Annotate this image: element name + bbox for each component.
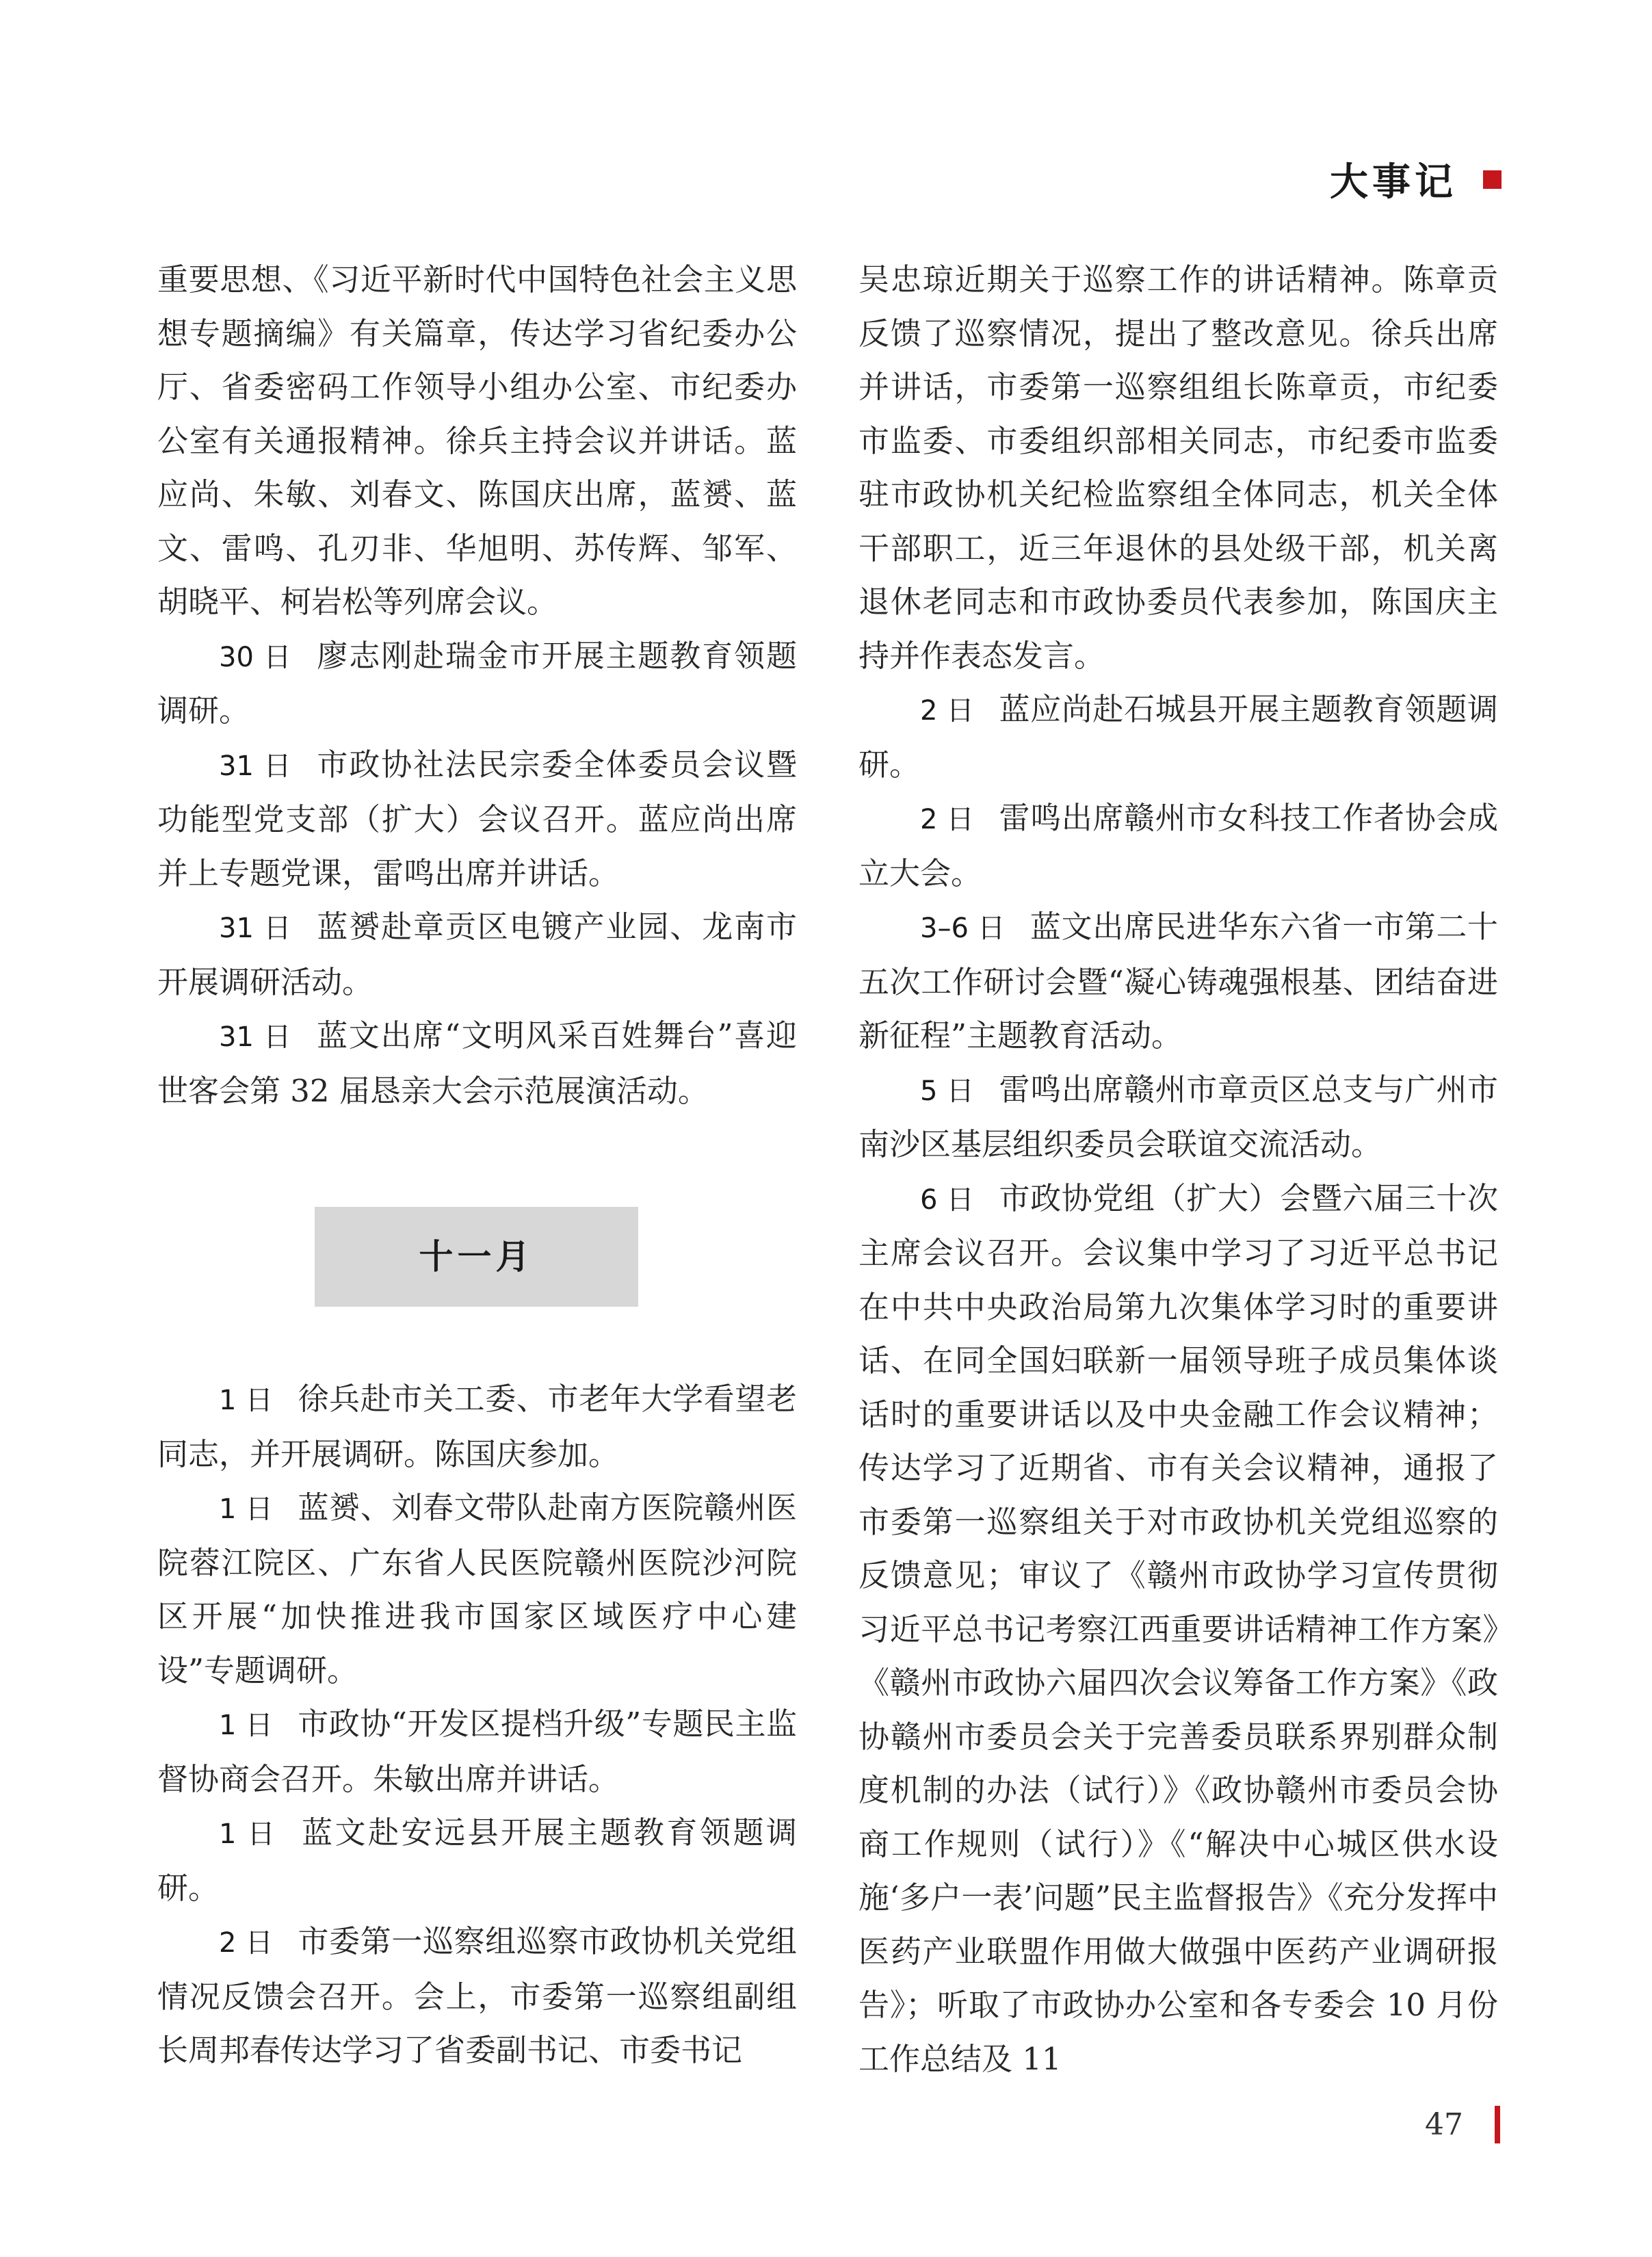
entry-text: 市政协“开发区提档升级”专题民主监督协商会召开。朱敏出席并讲话。 [157, 1706, 797, 1797]
month-heading-box [315, 1207, 638, 1307]
entry-text: 徐兵赴市关工委、市老年大学看望老同志，并开展调研。陈国庆参加。 [157, 1381, 797, 1472]
red-bar-marker [1495, 2106, 1500, 2143]
entry-paragraph [157, 1009, 797, 1118]
entry-text: 市政协党组（扩大）会暨六届三十次主席会议召开。会议集中学习了习近平总书记在中共中央政治局第九次集体学习时的重要讲话、在同全国妇联新一届领导班子成员集体谈话时的重要讲话以及中央金融工作会议精神；传达学习了近期省、市有关会议精神，通报了市委第一巡察组关于对市政协机关党组巡察的反馈意见；审议了《赣州市政协学习宣传贯彻习近平总书记考察江西重要讲话精神工作方案》《赣州市政协六届四次会议筹备工作方案》《政协赣州市委员会关于完善委员联系界别群众制度机制的办法（试行）》《政协赣州市委员会协商工作规则（试行）》《“解决中心城区供水设施‘多户一表’问题”民主监督报告》《充分发挥中医药产业联盟作用做大做强中医药产业调研报告》；听取了市政协办公室和各专委会 10 月份工作总结及 11 [858, 1179, 1498, 2077]
entry-date: 1 日 [219, 1710, 274, 1741]
entry-date: 5 日 [920, 1075, 975, 1107]
entry-text: 廖志刚赴瑞金市开展主题教育领题调研。 [157, 637, 797, 729]
entry-date: 3–6 日 [920, 913, 1006, 944]
entry-date: 31 日 [219, 1021, 293, 1053]
entry-date: 30 日 [219, 641, 293, 673]
entry-date: 2 日 [920, 804, 975, 835]
entry-text: 蓝赟、刘春文带队赴南方医院赣州医院蓉江院区、广东省人民医院赣州医院沙河院区开展“加快推进我市国家区域医疗中心建设”专题调研。 [157, 1489, 797, 1688]
entry-date: 1 日 [219, 1493, 274, 1525]
continued-paragraph: 重要思想、《习近平新时代中国特色社会主义思想专题摘编》有关篇章，传达学习省纪委办公厅、省委密码工作领导小组办公室、市纪委办公室有关通报精神。徐兵主持会议并讲话。蓝应尚、朱敏、刘春文、陈国庆出席，蓝赟、蓝文、雷鸣、孔刃非、华旭明、苏传辉、邹军、胡晓平、柯岩松等列席会议。 [157, 261, 797, 620]
entry-paragraph [157, 1915, 797, 2078]
entry-date: 2 日 [219, 1927, 274, 1959]
entry-paragraph [858, 1063, 1498, 1172]
section-title: 大事记 [1330, 160, 1457, 205]
entry-date: 6 日 [920, 1184, 975, 1216]
red-square-marker [1483, 170, 1502, 189]
entry-paragraph [858, 792, 1498, 900]
entry-text: 雷鸣出席赣州市章贡区总支与广州市南沙区基层组织委员会联谊交流活动。 [858, 1071, 1498, 1162]
entry-paragraph [157, 1697, 797, 1806]
left-column [157, 253, 797, 2078]
entry-paragraph [157, 1372, 797, 1481]
entry-paragraph [858, 900, 1498, 1063]
entry-text: 蓝赟赴章贡区电镀产业园、龙南市开展调研活动。 [157, 909, 797, 1000]
entry-date: 1 日 [219, 1818, 278, 1850]
entry-paragraph [858, 683, 1498, 792]
entry-text: 市委第一巡察组巡察市政协机关党组情况反馈会召开。会上，市委第一巡察组副组长周邦春传达学习了省委副书记、市委书记 [157, 1923, 797, 2068]
entry-paragraph [157, 1806, 797, 1915]
entry-date: 1 日 [219, 1385, 274, 1416]
entry-paragraph [157, 629, 797, 738]
entry-date: 2 日 [920, 695, 975, 727]
month-heading: 十一月 [419, 1236, 534, 1277]
page-number: 47 [1425, 2107, 1463, 2142]
running-header [1330, 152, 1502, 207]
entry-text: 蓝文赴安远县开展主题教育领题调研。 [157, 1814, 797, 1906]
entry-text: 蓝文出席民进华东六省一市第二十五次工作研讨会暨“凝心铸魂强根基、团结奋进新征程”主题教育活动。 [858, 909, 1498, 1054]
entry-date: 31 日 [219, 913, 293, 944]
continued-paragraph: 吴忠琼近期关于巡察工作的讲话精神。陈章贡反馈了巡察情况，提出了整改意见。徐兵出席并讲话，市委第一巡察组组长陈章贡，市纪委市监委、市委组织部相关同志，市纪委市监委驻市政协机关纪检监察组全体同志，机关全体干部职工，近三年退休的县处级干部，机关离退休老同志和市政协委员代表参加，陈国庆主持并作表态发言。 [858, 261, 1498, 674]
entry-text: 蓝文出席“文明风采百姓舞台”喜迎世客会第 32 届恳亲大会示范展演活动。 [157, 1017, 797, 1109]
page-footer [1425, 2106, 1500, 2143]
entry-paragraph [157, 1481, 797, 1697]
entry-text: 雷鸣出席赣州市女科技工作者协会成立大会。 [858, 800, 1498, 891]
entry-paragraph [157, 738, 797, 901]
entry-text: 市政协社法民宗委全体委员会议暨功能型党支部（扩大）会议召开。蓝应尚出席并上专题党课，雷鸣出席并讲话。 [157, 746, 797, 891]
entry-date: 31 日 [219, 750, 293, 782]
entry-paragraph [157, 900, 797, 1009]
right-column [858, 253, 1498, 2086]
entry-text: 蓝应尚赴石城县开展主题教育领题调研。 [858, 691, 1498, 783]
entry-paragraph [858, 1172, 1498, 2087]
